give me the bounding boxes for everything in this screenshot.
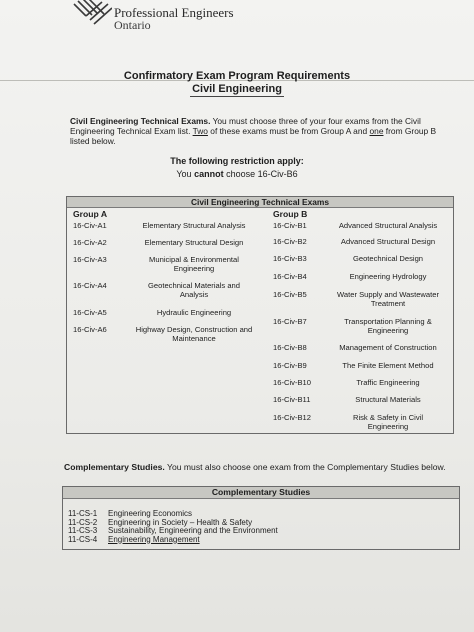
complementary-name: Sustainability, Engineering and the Environment <box>108 526 278 535</box>
complementary-paragraph <box>64 462 464 472</box>
group-a-code: 16-Civ-A4 <box>73 281 107 290</box>
exam-name-line: Treatment <box>370 299 406 308</box>
group-b-label: Group B <box>273 209 308 219</box>
group-b-exam-name <box>327 361 449 370</box>
group-b-exam-name <box>327 395 449 404</box>
exam-name-line: Traffic Engineering <box>356 378 420 387</box>
exam-name-line: Municipal & Environmental <box>149 255 239 264</box>
exam-name-line: Geotechnical Materials and <box>147 281 241 290</box>
complementary-text: You must also choose one exam from the Complementary Studies below. <box>164 462 446 472</box>
group-b-code: 16-Civ-B8 <box>273 343 307 352</box>
intro-text-b: of these exams must be from Group A and <box>207 126 370 136</box>
restriction-heading: The following restriction apply: <box>170 156 304 166</box>
complementary-table-header <box>63 487 459 499</box>
group-b-exam-name <box>327 254 449 263</box>
group-b-code: 16-Civ-B11 <box>273 395 311 404</box>
exam-name-line: The Finite Element Method <box>342 361 434 370</box>
complementary-name: Engineering in Society – Health & Safety <box>108 517 253 527</box>
intro-text-c: from Group B listed below. <box>70 126 437 146</box>
exam-name-line: Engineering <box>367 326 409 335</box>
complementary-code: 11-CS-1 <box>68 509 98 518</box>
group-b-exam-name <box>327 221 449 230</box>
group-b-exam-name <box>327 317 449 335</box>
complementary-studies-table <box>62 486 460 550</box>
exam-name-line: Risk & Safety in Civil <box>352 413 424 422</box>
group-b-code: 16-Civ-B3 <box>273 254 307 263</box>
technical-table-header <box>67 197 453 208</box>
group-b-code: 16-Civ-B10 <box>273 378 311 387</box>
group-a-code: 16-Civ-A5 <box>73 308 107 317</box>
complementary-code: 11-CS-3 <box>68 526 98 535</box>
group-b-exam-name <box>327 272 449 281</box>
organization-name <box>114 6 234 32</box>
group-b-exam-name <box>327 378 449 387</box>
complementary-item <box>68 535 200 544</box>
group-a-code: 16-Civ-A1 <box>73 221 107 230</box>
group-a-exam-name <box>129 238 259 247</box>
restriction-text <box>0 168 474 181</box>
group-a-code: 16-Civ-A3 <box>73 255 107 264</box>
restriction-text-a: You <box>176 169 195 179</box>
group-b-exam-name <box>327 237 449 246</box>
org-line-2: Ontario <box>114 18 151 32</box>
group-b-code: 16-Civ-B5 <box>273 290 307 299</box>
exam-name-line: Engineering Hydrology <box>349 272 427 281</box>
exam-name-line: Hydraulic Engineering <box>156 308 232 317</box>
restriction-block <box>0 155 474 181</box>
group-a-label: Group A <box>73 209 108 219</box>
restriction-bold: cannot <box>194 169 224 179</box>
exam-name-line: Engineering <box>367 422 409 431</box>
exam-name-line: Elementary Structural Analysis <box>142 221 246 230</box>
exam-name-line: Advanced Structural Design <box>340 237 436 246</box>
complementary-lead: Complementary Studies. <box>64 462 165 472</box>
exam-name-line: Engineering <box>173 264 215 273</box>
group-b-code: 16-Civ-B2 <box>273 237 307 246</box>
group-a-exam-name <box>129 281 259 299</box>
group-b-exam-name <box>327 343 449 352</box>
exam-name-line: Management of Construction <box>339 343 437 352</box>
peo-logo-icon <box>72 0 112 32</box>
exam-name-line: Elementary Structural Design <box>144 238 244 247</box>
group-b-code: 16-Civ-B7 <box>273 317 307 326</box>
group-b-code: 16-Civ-B4 <box>273 272 307 281</box>
group-a-code: 16-Civ-A6 <box>73 325 107 334</box>
exam-name-line: Analysis <box>179 290 209 299</box>
group-a-exam-name <box>129 308 259 317</box>
group-a-code: 16-Civ-A2 <box>73 238 107 247</box>
exam-name-line: Geotechnical Design <box>352 254 424 263</box>
intro-lead: Civil Engineering Technical Exams. <box>70 116 211 126</box>
complementary-table-title: Complementary Studies <box>211 487 311 497</box>
complementary-name: Engineering Economics <box>108 509 193 518</box>
exam-name-line: Structural Materials <box>355 395 421 404</box>
intro-text-a: You must choose three of your four exams from the Civil Engineering Technical Exam list. <box>70 116 421 136</box>
intro-paragraph <box>70 116 442 146</box>
group-b-code: 16-Civ-B1 <box>273 221 307 230</box>
group-b-code: 16-Civ-B9 <box>273 361 307 370</box>
intro-one: one <box>369 126 384 136</box>
group-a-exam-name <box>129 221 259 230</box>
exam-name-line: Water Supply and Wastewater <box>337 290 439 299</box>
complementary-name: Engineering Management <box>108 534 200 544</box>
group-a-exam-name <box>129 255 259 273</box>
group-b-exam-name <box>327 413 449 431</box>
org-line-1: Professional Engineers <box>114 5 234 20</box>
exam-name-line: Highway Design, Construction and <box>135 325 253 334</box>
exam-name-line: Advanced Structural Analysis <box>338 221 438 230</box>
group-b-code: 16-Civ-B12 <box>273 413 311 422</box>
title-line-2: Civil Engineering <box>192 83 282 95</box>
technical-exams-table <box>66 196 454 434</box>
exam-name-line: Transportation Planning & <box>344 317 432 326</box>
title-line-1: Confirmatory Exam Program Requirements <box>123 70 351 82</box>
page-title <box>0 70 474 97</box>
restriction-text-b: choose 16-Civ-B6 <box>223 169 298 179</box>
group-a-exam-name <box>129 325 259 343</box>
complementary-code: 11-CS-4 <box>68 534 98 544</box>
technical-table-title: Civil Engineering Technical Exams <box>190 197 330 207</box>
exam-name-line: Maintenance <box>172 334 216 343</box>
complementary-code: 11-CS-2 <box>68 517 98 527</box>
intro-two: Two <box>192 126 208 136</box>
group-b-exam-name <box>327 290 449 308</box>
